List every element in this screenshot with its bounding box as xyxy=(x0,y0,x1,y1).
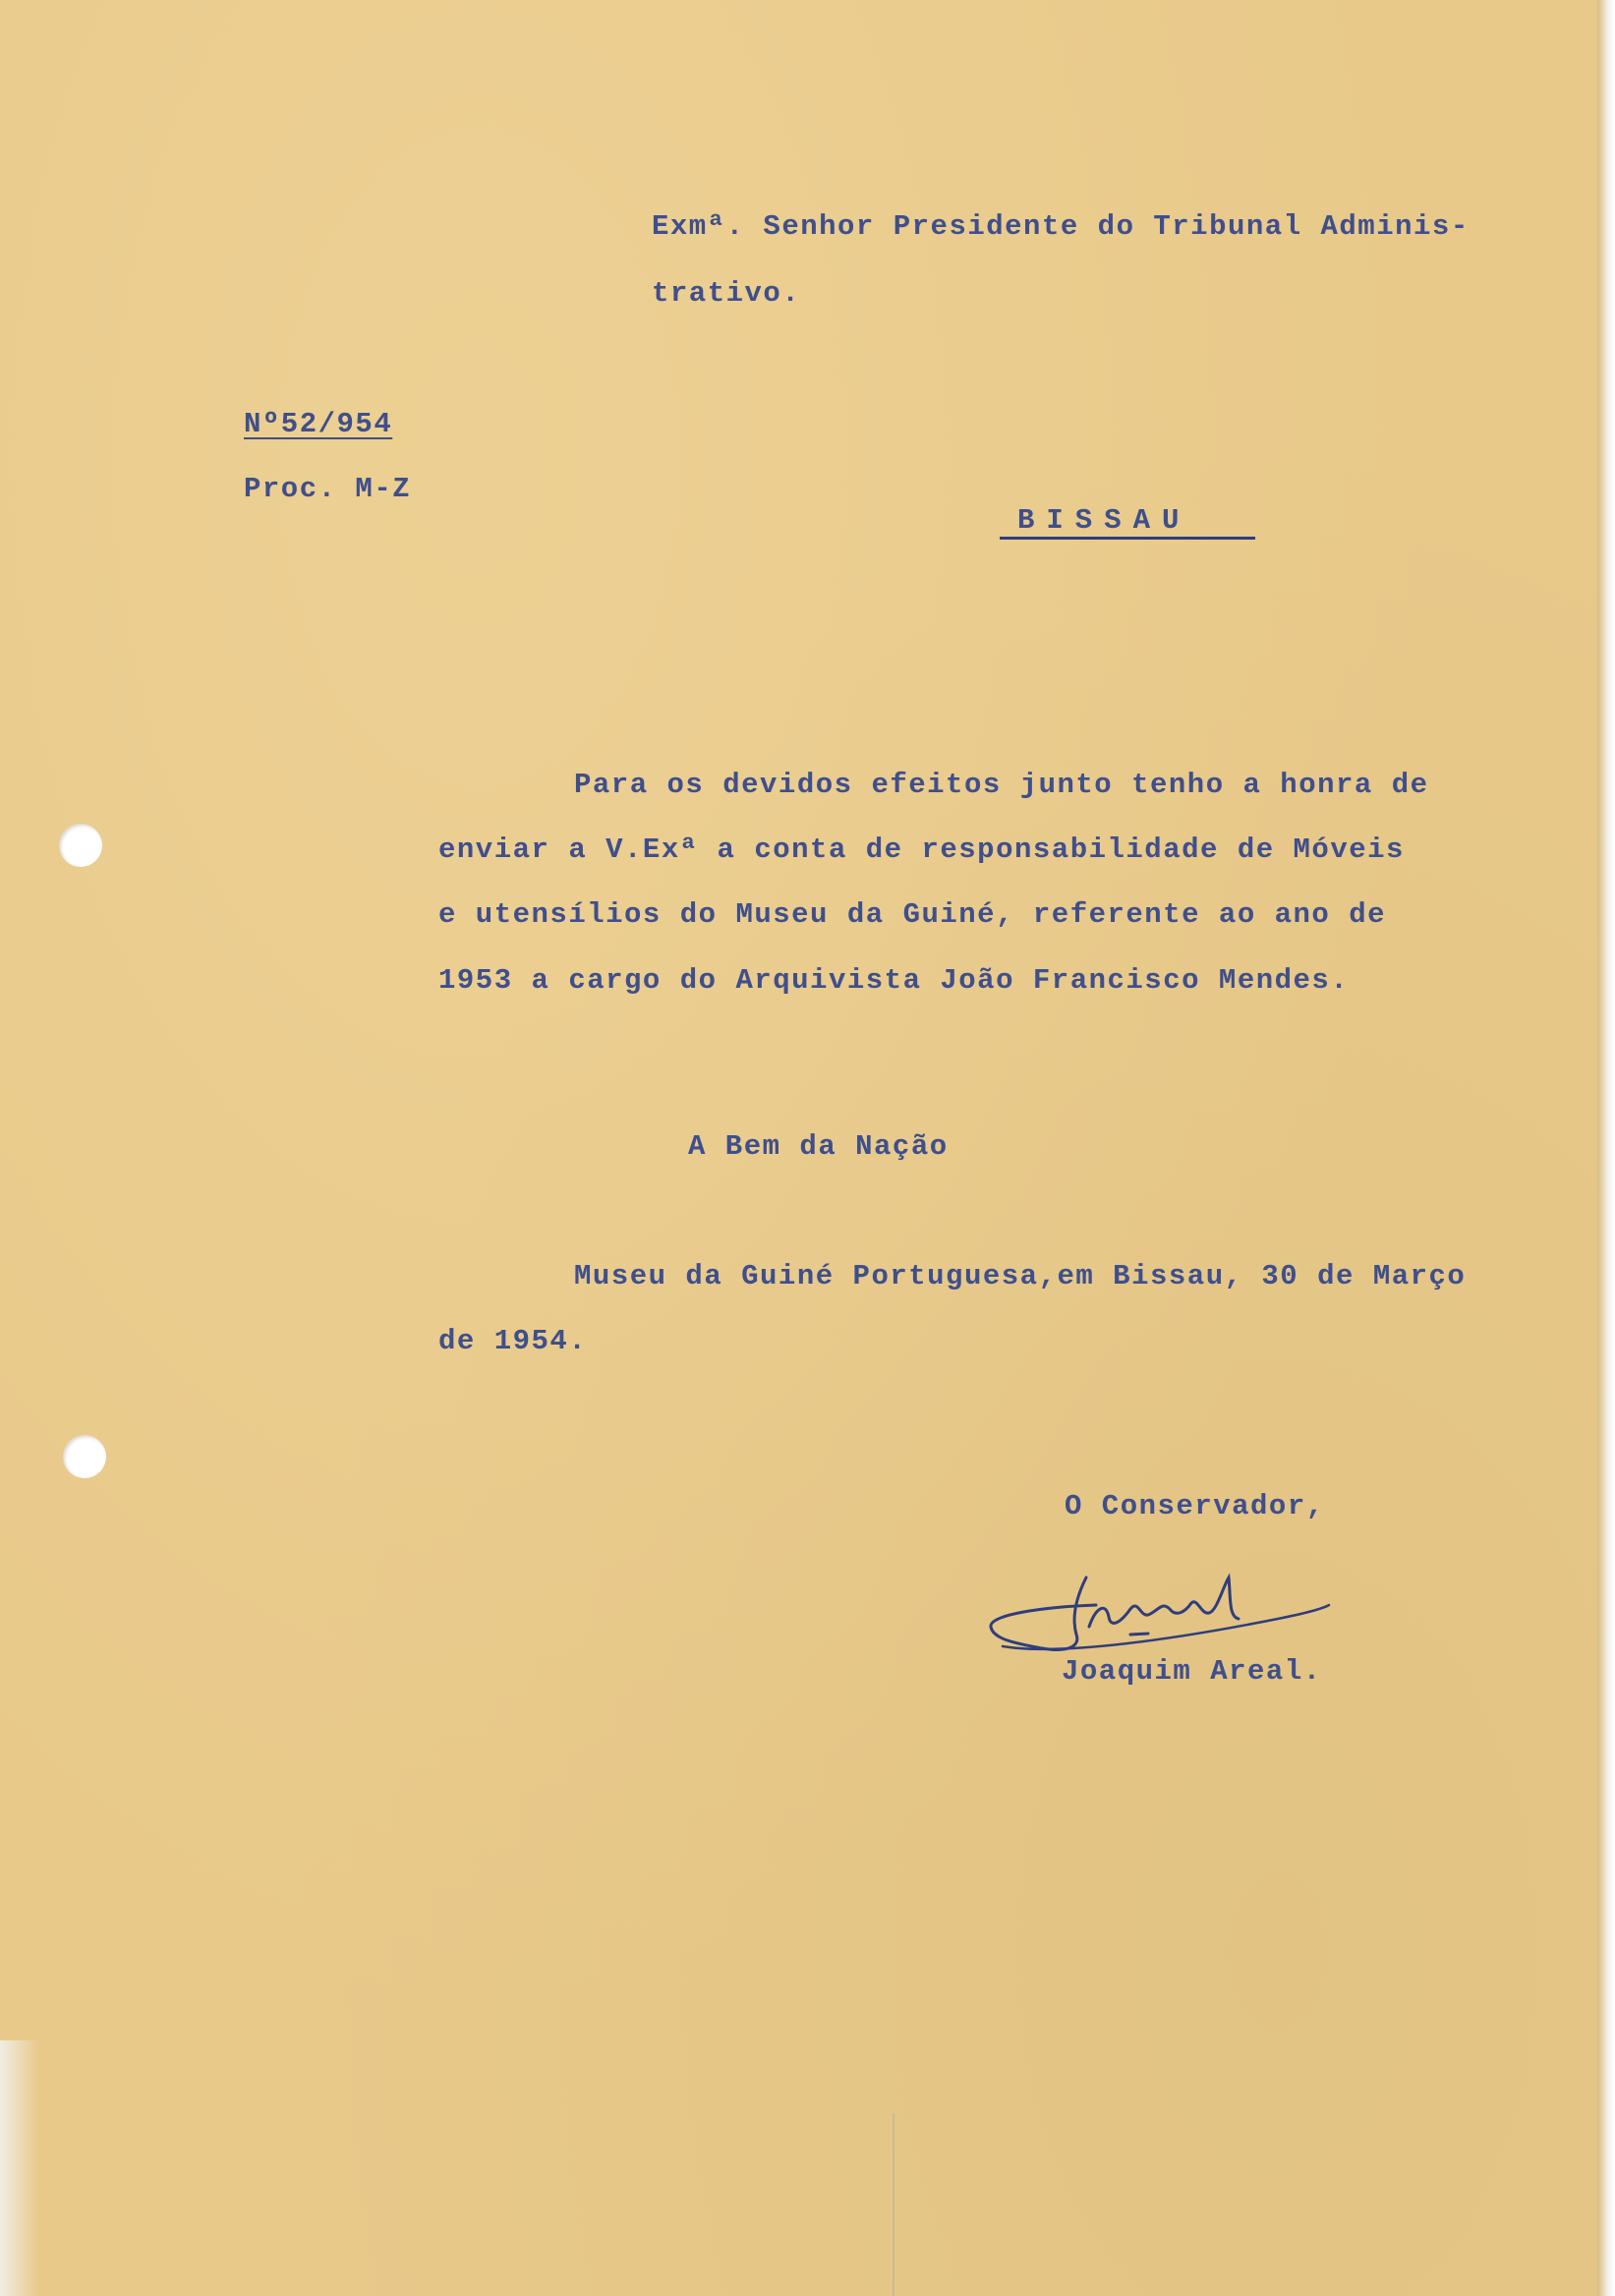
punch-hole-top xyxy=(59,824,102,867)
city-heading: BISSAU xyxy=(1017,504,1191,537)
punch-hole-bottom xyxy=(63,1435,106,1478)
paper-crease xyxy=(893,2113,894,2296)
body-line-3: e utensílios do Museu da Guiné, referente ao ano de xyxy=(438,898,1387,931)
closing-salutation: A Bem da Nação xyxy=(688,1130,949,1163)
paper-edge xyxy=(1597,0,1615,2296)
body-line-2: enviar a V.Exª a conta de responsabilidade de Móveis xyxy=(438,833,1405,866)
recipient-line-2: trativo. xyxy=(652,277,801,310)
body-line-1: Para os devidos efeitos junto tenho a honra de xyxy=(574,769,1429,801)
body-line-4: 1953 a cargo do Arquivista João Francisco Mendes. xyxy=(438,964,1350,997)
signer-name: Joaquim Areal. xyxy=(1062,1655,1322,1688)
signer-title: O Conservador, xyxy=(1065,1490,1325,1522)
place-date-line-2: de 1954. xyxy=(438,1325,588,1357)
process-code: Proc. M-Z xyxy=(244,473,412,505)
place-date-line-1: Museu da Guiné Portuguesa,em Bissau, 30 de Março xyxy=(574,1260,1467,1292)
recipient-line-1: Exmª. Senhor Presidente do Tribunal Adminis- xyxy=(652,210,1470,243)
signature xyxy=(983,1558,1356,1666)
paper-fold xyxy=(0,2040,39,2296)
reference-number: Nº52/954 xyxy=(244,408,393,440)
city-underline xyxy=(1000,537,1255,540)
